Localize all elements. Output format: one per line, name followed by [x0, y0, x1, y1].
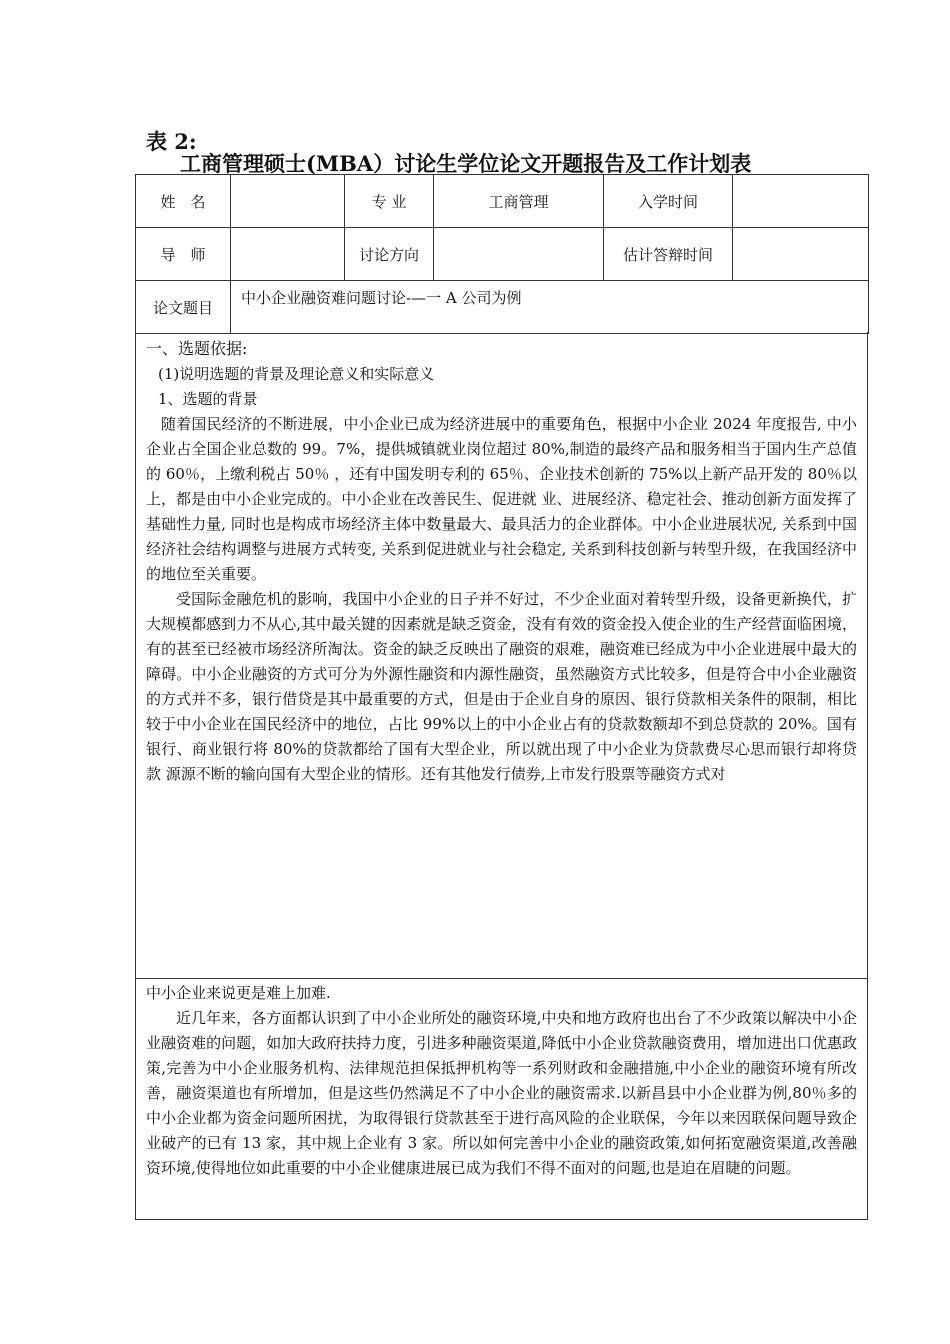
- defense-time-label: 估计答辩时间: [604, 228, 733, 281]
- background-paragraph-2: 受国际金融危机的影响，我国中小企业的日子并不好过，不少企业面对着转型升级，设备更新换代，扩大规模都感到力不从心,其中最关键的因素就是缺乏资金，没有有效的资金投入使企业的生产经营面临困境，有的甚至已经被市场经济所淘汰。资金的缺乏反映出了融资的艰难，融资难已经成为中小企业进展中最大的障碍。中小企业融资的方式可分为外源性融资和内源性融资，虽然融资方式比较多，但是符合中小企业融资的方式并不多，银行借贷是其中最重要的方式，但是由于企业自身的原因、银行贷款相关条件的限制，相比较于中小企业在国民经济中的地位，占比 99%以上的中小企业占有的贷款数额却不到总贷款的 20%。国有银行、商业银行将 80%的贷款都给了国有大型企业，所以就出现了中小企业为贷款费尽心思而银行却将贷款 源源不断的输向国有大型企业的情形。还有其他发行债券,上市发行股票等融资方式对: [146, 590, 857, 783]
- section-heading: 一、选题依据:: [146, 339, 248, 358]
- continuation-paragraph-1: 中小企业来说更是难上加难.: [146, 984, 331, 1002]
- advisor-label: 导 师: [136, 228, 231, 281]
- info-row-advisor: [136, 228, 869, 281]
- enroll-time-value[interactable]: [733, 175, 869, 228]
- table-label: 表 2:: [146, 129, 197, 154]
- research-direction-value[interactable]: [434, 228, 604, 281]
- enroll-time-label: 入学时间: [604, 175, 733, 228]
- research-direction-label: 讨论方向: [345, 228, 434, 281]
- continuation-paragraph-2: 近几年来，各方面都认识到了中小企业所处的融资环境,中央和地方政府也出台了不少政策以解决中小企业融资难的问题，如加大政府扶持力度，引进多种融资渠道,降低中小企业贷款融资费用，增加进出口优惠政策,完善为中小企业服务机构、法律规范担保抵押机构等一系列财政和金融措施,中小企业的融资环境有所改善，融资渠道也有所增加，但是这些仍然满足不了中小企业的融资需求.以新昌县中小企业群为例,80％多的中小企业都为资金问题所困扰，为取得银行贷款甚至于进行高风险的企业联保，今年以来因联保问题导致企业破产的已有 13 家，其中规上企业有 3 家。所以如何完善中小企业的融资政策,如何拓宽融资渠道,改善融资环境,使得地位如此重要的中小企业健康进展已成为我们不得不面对的问题,也是迫在眉睫的问题。: [146, 1009, 857, 1177]
- subsection-heading: 1、选题的背景: [158, 390, 258, 408]
- name-label: 姓 名: [136, 175, 231, 228]
- continuation-section: [135, 978, 868, 1220]
- defense-time-value[interactable]: [733, 228, 869, 281]
- subsection-instruction: (1)说明选题的背景及理论意义和实际意义: [158, 365, 435, 383]
- info-row-name: [136, 175, 869, 228]
- advisor-value[interactable]: [231, 228, 345, 281]
- topic-basis-section: [135, 332, 868, 979]
- thesis-topic-label: 论文题目: [136, 281, 231, 334]
- thesis-topic-value[interactable]: 中小企业融资难问题讨论-—一 A 公司为例: [231, 281, 869, 334]
- background-paragraph-1: 随着国民经济的不断进展，中小企业已成为经济进展中的重要角色，根据中小企业 2024 年度报告, 中小企业占全国企业总数的 99。7%，提供城镇就业岗位超过 80%,制造的最终产品和服务相当于国内生产总值的 60％，上缴利税占 50％ ，还有中国发明专利的 65％、企业技术创新的 75%以上新产品开发的 80％以上，都是由中小企业完成的。中小企业在改善民生、促进就 业、进展经济、稳定社会、推动创新方面发挥了基础性力量, 同时也是构成市场经济主体中数量最大、最具活力的企业群体。中小企业进展状况, 关系到中国经济社会结构调整与进展方式转变, 关系到促进就业与社会稳定, 关系到科技创新与转型升级，在我国经济中的地位至关重要。: [146, 415, 857, 583]
- name-value[interactable]: [231, 175, 345, 228]
- major-value[interactable]: 工商管理: [434, 175, 604, 228]
- major-label: 专 业: [345, 175, 434, 228]
- info-table: [135, 174, 869, 334]
- info-row-topic: [136, 281, 869, 334]
- document-title: 工商管理硕士(MBA）讨论生学位论文开题报告及工作计划表: [180, 151, 752, 176]
